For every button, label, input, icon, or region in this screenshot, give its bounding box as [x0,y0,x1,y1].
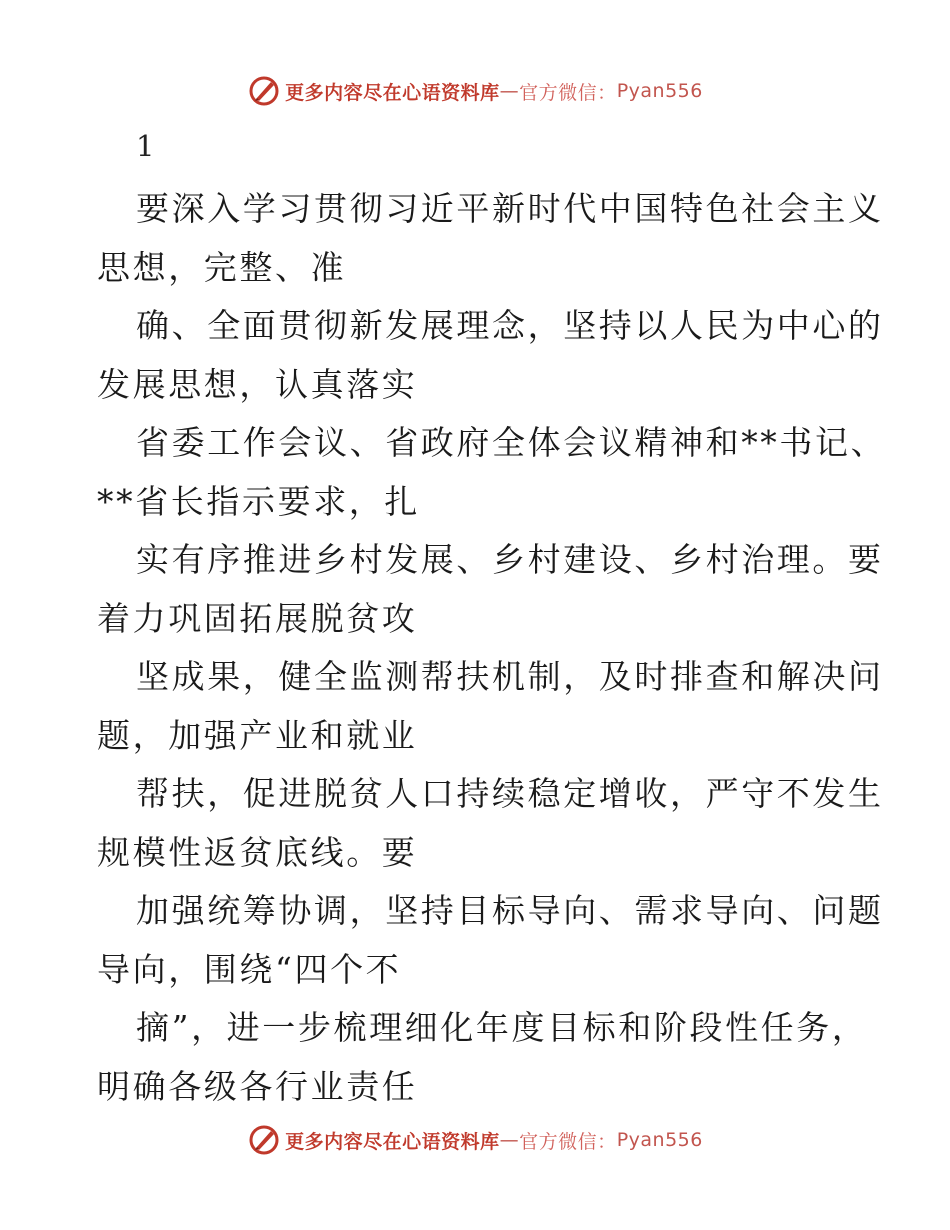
text-line: 要深入学习贯彻习近平新时代中国特色社会主义 [136,189,884,228]
text-line: 省委工作会议、省政府全体会议精神和**书记、 [136,423,887,462]
banner-separator: — [499,80,520,102]
quill-pen-logo-icon [247,74,281,108]
banner-brand-text: 更多内容尽在心语资料库 [285,1130,500,1153]
quill-pen-logo-icon [247,1123,281,1157]
text-line: 加强统筹协调，坚持目标导向、需求导向、问题 [136,891,884,930]
banner-wechat-label: 官方微信： [519,81,617,104]
header-watermark-banner [0,71,950,111]
document-body [97,180,887,1116]
banner-wechat-id: Pyan556 [616,1129,703,1151]
banner-brand-text: 更多内容尽在心语资料库 [285,81,500,104]
banner-wechat-label: 官方微信： [519,1130,617,1153]
text-line: 确、全面贯彻新发展理念，坚持以人民为中心的 [136,306,884,345]
text-line: 导向，围绕“四个不 [97,949,402,989]
text-line: 帮扶，促进脱贫人口持续稳定增收，严守不发生 [136,774,884,813]
text-line: 摘”，进一步梳理细化年度目标和阶段性任务， [136,1008,868,1047]
text-line: 发展思想，认真落实 [97,364,418,404]
text-line: 题，加强产业和就业 [97,715,418,755]
text-line: 思想，完整、准 [97,247,347,287]
text-line: 坚成果，健全监测帮扶机制，及时排查和解决问 [136,657,884,696]
text-line: 实有序推进乡村发展、乡村建设、乡村治理。要 [136,540,884,579]
text-line: 着力巩固拓展脱贫攻 [97,598,418,638]
banner-wechat-id: Pyan556 [616,80,703,102]
text-line: **省长指示要求，扎 [97,481,420,521]
text-line: 规模性返贫底线。要 [97,832,418,872]
text-line: 明确各级各行业责任 [97,1066,418,1106]
banner-separator: — [499,1129,520,1151]
page-number: 1 [136,129,155,163]
footer-watermark-banner [0,1120,950,1160]
